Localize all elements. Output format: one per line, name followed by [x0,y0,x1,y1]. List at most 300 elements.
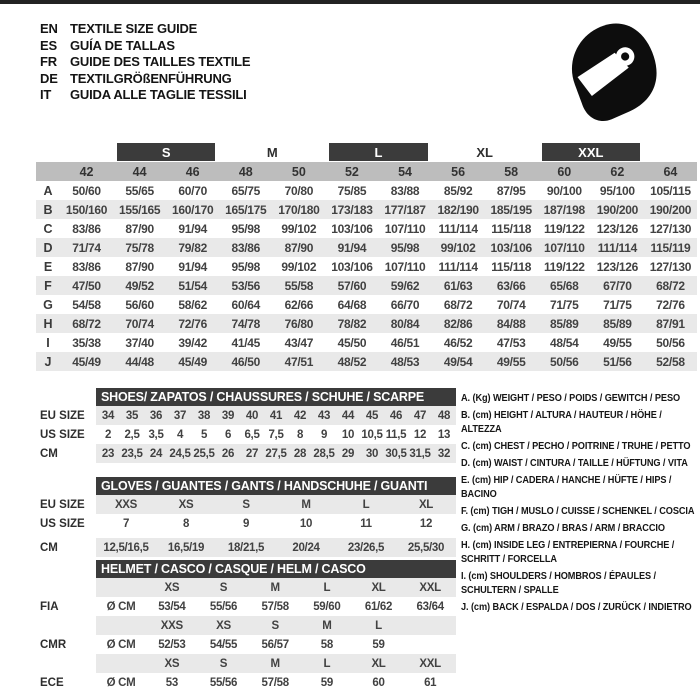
size-value-cell: 190/200 [596,202,638,217]
row-label: A [43,183,53,198]
size-value-cell: 49/55 [603,335,632,350]
size-value-cell: 45/49 [72,354,101,369]
size-value-cell: 85/92 [443,183,473,198]
size-value-cell: 47/50 [72,278,101,293]
value-cell: 30,5 [385,447,407,460]
value-cell: 24 [149,447,163,460]
size-value-cell: 127/130 [649,221,692,236]
value-cell: 34 [101,409,115,422]
helmet-size-row [40,616,456,635]
value-cell: 42 [293,409,307,422]
value-cell: 10 [299,517,313,530]
language-title: TEXTILGRÖßENFÜHRUNG [70,70,232,86]
value-cell: 16,5/19 [167,541,205,554]
size-value-cell: 71/75 [550,297,579,312]
size-value-cell: 87/95 [496,183,526,198]
legend-item: F. (cm) TIGH / MUSLO / CUISSE / SCHENKEL / COSCIA [461,505,695,517]
garment-size-table [36,142,697,371]
size-value-cell: 64/68 [337,297,367,312]
band-row-spacer [36,142,60,162]
value-cell: 28 [293,447,307,460]
helmet-size-cell: XL [371,581,386,594]
helmet-value-cell: 59 [320,676,333,689]
size-band-row [36,142,697,162]
helmet-size-cell: XXL [419,657,441,670]
row-values [96,673,456,692]
value-cell: 28,5 [313,447,335,460]
helmet-value-cell: 53/54 [158,600,186,613]
legend-item: B. (cm) HEIGHT / ALTURA / HAUTEUR / HÖHE / ALTEZZA [461,409,662,435]
value-cell: 27 [245,447,259,460]
size-value-cell: 35/38 [72,335,101,350]
helmet-value-cell: 57/58 [261,676,289,689]
size-value-cell: 43/47 [284,335,314,350]
value-cell: 40 [245,409,259,422]
size-value-cell: 83/86 [72,221,101,236]
size-value-cell: 103/106 [490,240,532,255]
size-value-cell: 95/98 [231,259,261,274]
size-value-cell: 85/89 [550,316,579,331]
size-value-cell: 72/76 [656,297,685,312]
size-value-cell: 173/183 [331,202,373,217]
size-value-cell: 82/86 [443,316,473,331]
gloves-table-rows [40,495,456,557]
value-cell: 7,5 [268,428,284,441]
row-values [96,597,456,616]
size-value-cell: 46/51 [390,335,420,350]
value-cell: 29 [341,447,355,460]
helmet-value-cell: 61/62 [364,600,393,613]
value-cell: 32 [437,447,451,460]
size-value-cell: 177/187 [384,202,426,217]
value-cell: 12 [413,428,427,441]
size-value-cell: 49/52 [125,278,154,293]
value-cell: 11,5 [385,428,407,441]
language-title: GUIDE DES TAILLES TEXTILE [70,54,251,69]
size-value-cell: 119/122 [543,221,585,236]
size-column-header: 64 [663,164,678,179]
size-value-cell: 84/88 [496,316,526,331]
language-row [40,71,250,88]
diameter-unit-cell: Ø CM [106,600,136,613]
helmet-value-cell: 63/64 [416,600,444,613]
helmet-size-row [40,578,456,597]
row-label: F [44,278,52,293]
size-value-cell: 111/114 [438,259,478,274]
shoes-table-title: SHOES/ ZAPATOS / CHAUSSURES / SCHUHE / SCARPE [96,388,456,406]
size-value-cell: 60/70 [178,183,207,198]
size-value-cell: 83/88 [390,183,420,198]
shoes-table [40,388,456,463]
size-value-cell: 90/100 [546,183,582,198]
language-row [40,21,250,38]
helmet-table-rows [40,578,456,692]
size-value-cell: 63/66 [496,278,526,293]
size-table-row [36,314,697,333]
helmet-size-cell: S [271,619,279,632]
size-value-cell: 107/110 [384,259,426,274]
legend-item: I. (cm) SHOULDERS / HOMBROS / ÉPAULES / SCHULTERN / SPALLE [461,570,657,596]
value-cell: 4 [176,428,184,441]
size-value-cell: 74/78 [231,316,261,331]
language-code: FR [40,54,57,69]
size-value-cell: 48/54 [550,335,579,350]
language-code: ES [40,37,57,53]
gloves-table-title: GLOVES / GUANTES / GANTS / HANDSCHUHE / GUANTI [96,477,456,495]
size-column-header: 62 [610,164,625,179]
helmet-svg [558,16,676,128]
value-cell: 9 [320,428,328,441]
value-cell: 13 [437,428,451,441]
value-cell: 9 [242,517,250,530]
measure-row [40,538,456,557]
language-list [40,21,250,104]
size-value-cell: 71/75 [603,297,632,312]
row-values [96,635,456,654]
helmet-value-cell: 52/53 [158,638,186,651]
row-values [96,578,456,597]
size-value-cell: 75/85 [337,183,367,198]
size-column-header-row [36,162,697,181]
helmet-value-cell: 55/56 [209,600,238,613]
standard-label: FIA [40,600,59,613]
language-title: TEXTILE SIZE GUIDE [70,21,198,36]
value-cell: 25,5/30 [407,541,445,554]
row-values [96,538,456,557]
size-value-cell: 76/80 [284,316,314,331]
size-value-cell: 80/84 [390,316,420,331]
row-values [96,495,456,514]
size-value-cell: 123/126 [596,221,638,236]
size-value-cell: 170/180 [278,202,320,217]
size-value-cell: 75/78 [125,240,154,255]
racing-helmet-icon [558,16,676,128]
size-value-cell: 115/118 [491,221,532,236]
helmet-value-cell: 54/55 [209,638,238,651]
size-column-header: 42 [79,164,94,179]
helmet-size-cell: L [375,619,382,632]
value-cell: 20/24 [292,541,320,554]
size-value-cell: 49/54 [443,354,473,369]
size-value-cell: 83/86 [72,259,101,274]
size-value-cell: 150/160 [65,202,108,217]
size-value-cell: 87/90 [125,259,154,274]
value-cell: 23 [101,447,115,460]
row-values [96,616,456,635]
language-row [40,87,250,104]
helmet-size-cell: XS [216,619,231,632]
row-label: US SIZE [40,428,85,441]
helmet-value-cell: 59 [372,638,385,651]
helmet-size-cell [404,616,456,635]
size-value-cell: 165/175 [225,202,267,217]
size-value-cell: 87/90 [284,240,314,255]
size-table-row [36,238,697,257]
value-cell: 47 [413,409,427,422]
row-label: CM [40,541,58,554]
top-border [0,0,700,4]
row-label: C [43,221,53,236]
size-value-cell: 68/72 [72,316,101,331]
unit-cell-empty [96,654,146,673]
standard-label: CMR [40,638,67,651]
value-cell: 8 [296,428,304,441]
diameter-unit-cell: Ø CM [106,676,136,689]
row-label: B [43,202,53,217]
size-value-cell: 61/63 [443,278,473,293]
size-table-row [36,352,697,371]
size-value-cell: 66/70 [390,297,420,312]
size-value-cell: 41/45 [231,335,261,350]
size-value-cell: 51/54 [178,278,207,293]
size-value-cell: 87/91 [656,316,685,331]
diameter-unit-cell: Ø CM [106,638,136,651]
size-value-cell: 52/58 [656,354,685,369]
helmet-size-cell: XXL [419,581,441,594]
size-value-cell: 70/80 [284,183,314,198]
gloves-table [40,477,456,557]
value-cell: 8 [182,517,190,530]
value-cell: 3,5 [148,428,164,441]
size-table-row [36,276,697,295]
value-cell: 6,5 [244,428,260,441]
row-label: D [43,240,53,255]
helmet-value-cell: 53 [165,676,178,689]
size-value-cell: 55/65 [125,183,154,198]
helmet-value-cell: 60 [372,676,385,689]
measure-row [40,444,456,463]
helmet-size-cell: M [322,619,332,632]
size-value-cell: 37/40 [125,335,154,350]
helmet-value-cell: 56/57 [261,638,289,651]
value-cell: 26 [221,447,235,460]
size-value-cell: 50/56 [550,354,579,369]
size-value-cell: 99/102 [281,221,317,236]
row-values [96,444,456,463]
helmet-value-row [40,673,456,692]
value-cell: 2,5 [124,428,140,441]
value-cell: 30 [365,447,379,460]
size-table-row [36,181,697,200]
helmet-size-cell: M [270,657,280,670]
legend-item: C. (cm) CHEST / PECHO / POITRINE / TRUHE / PETTO [461,440,691,452]
row-label: EU SIZE [40,409,85,422]
size-value-cell: 67/70 [603,278,632,293]
size-value-cell: 99/102 [440,240,476,255]
size-value-cell: 39/42 [178,335,207,350]
size-value-cell: 48/53 [390,354,420,369]
value-cell: 44 [341,409,355,422]
value-cell: XL [418,498,434,511]
helmet-table-title: HELMET / CASCO / CASQUE / HELM / CASCO [96,560,456,578]
size-table-row [36,333,697,352]
helmet-size-cell: S [219,657,228,670]
size-value-cell: 68/72 [656,278,685,293]
size-value-cell: 70/74 [125,316,154,331]
size-value-cell: 107/110 [543,240,585,255]
value-cell: 12,5/16,5 [103,541,149,554]
row-label: EU SIZE [40,498,85,511]
size-value-cell: 60/64 [231,297,261,312]
size-value-cell: 65/68 [550,278,579,293]
value-cell: 37 [173,409,187,422]
size-column-header: 58 [504,164,519,179]
size-value-cell: 58/62 [178,297,207,312]
measure-row [40,406,456,425]
value-cell: 27,5 [265,447,287,460]
language-code: IT [40,87,52,102]
value-cell: 31,5 [409,447,431,460]
size-column-header: 56 [451,164,466,179]
size-band-xl: XL [476,144,493,160]
value-cell: 5 [200,428,208,441]
size-column-header: 44 [132,164,147,179]
size-value-cell: 68/72 [443,297,473,312]
language-title: GUÍA DE TALLAS [70,37,175,53]
legend-item: J. (cm) BACK / ESPALDA / DOS / ZURÜCK / INDIETRO [461,601,692,613]
size-column-header: 60 [557,164,572,179]
size-value-cell: 54/58 [72,297,101,312]
size-value-cell: 123/126 [596,259,638,274]
measure-row [40,425,456,444]
value-cell: 25,5 [193,447,215,460]
size-value-cell: 155/165 [118,202,161,217]
row-label-empty [40,654,96,673]
helmet-value-cell: 57/58 [261,600,289,613]
size-table-row [36,200,697,219]
label-column-spacer [40,388,96,406]
helmet-value-cell [404,635,456,654]
row-values [96,654,456,673]
language-title: GUIDA ALLE TAGLIE TESSILI [70,87,247,102]
size-value-cell: 44/48 [125,354,154,369]
value-cell: 11 [360,517,372,530]
size-value-cell: 160/170 [172,202,214,217]
value-cell: 23,5 [121,447,143,460]
size-value-cell: 107/110 [384,221,426,236]
language-code: DE [40,70,58,86]
size-column-header: 52 [344,164,359,179]
size-value-cell: 71/74 [72,240,101,255]
size-value-cell: 62/66 [284,297,314,312]
size-value-cell: 70/74 [496,297,526,312]
row-label: I [46,335,50,350]
size-value-cell: 103/106 [331,259,373,274]
language-row [40,54,250,71]
helmet-size-cell: XXS [160,619,183,632]
size-value-cell: 111/114 [597,240,638,255]
measurement-legend [461,391,697,617]
size-table-body [36,181,697,371]
value-cell: 35 [125,409,139,422]
row-label: E [43,259,53,274]
size-value-cell: 111/114 [438,221,478,236]
size-value-cell: 48/52 [337,354,367,369]
size-value-cell: 59/62 [390,278,420,293]
size-value-cell: 95/98 [231,221,261,236]
helmet-size-cell: XS [164,581,180,594]
size-value-cell: 50/60 [72,183,101,198]
helmet-size-cell: XL [371,657,386,670]
helmet-size-cell: L [323,657,331,670]
size-value-cell: 115/118 [491,259,532,274]
size-column-header: 46 [185,164,200,179]
size-value-cell: 56/60 [125,297,154,312]
legend-item: D. (cm) WAIST / CINTURA / TAILLE / HÜFTUNG / VITA [461,457,688,469]
size-band-l: L [329,143,427,161]
helmet-value-cell: 58 [320,638,333,651]
helmet-value-cell: 61 [424,676,437,689]
label-column-spacer [40,560,96,578]
value-cell: 10 [341,428,355,441]
size-value-cell: 72/76 [178,316,207,331]
size-value-cell: 50/56 [656,335,685,350]
size-value-cell: 47/53 [496,335,526,350]
value-cell: 46 [389,409,403,422]
size-value-cell: 103/106 [331,221,373,236]
row-label-empty [40,578,96,597]
helmet-size-cell: S [219,581,228,594]
value-cell: 10,5 [361,428,383,441]
value-cell: 38 [197,409,211,422]
value-cell: XS [178,498,194,511]
legend-item: G. (cm) ARM / BRAZO / BRAS / ARM / BRACCIO [461,522,665,534]
size-value-cell: 91/94 [178,221,207,236]
size-value-cell: 190/200 [649,202,692,217]
value-cell: 41 [269,409,283,422]
value-cell: M [301,498,311,511]
measure-row [40,495,456,514]
language-row [40,38,250,55]
value-cell: S [242,498,250,511]
shoes-table-rows [40,406,456,463]
size-value-cell: 127/130 [649,259,692,274]
column-header-spacer [36,162,60,181]
size-value-cell: 53/56 [231,278,261,293]
size-value-cell: 47/51 [284,354,314,369]
size-value-cell: 91/94 [178,259,207,274]
row-values [96,514,456,533]
size-value-cell: 182/190 [437,202,479,217]
size-value-cell: 119/122 [543,259,585,274]
value-cell: 24,5 [169,447,191,460]
value-cell: 36 [149,409,163,422]
row-label-empty [40,616,96,635]
size-value-cell: 49/55 [496,354,526,369]
label-column-spacer [40,477,96,495]
unit-cell-empty [96,578,146,597]
size-column-header: 50 [291,164,306,179]
size-column-header: 54 [398,164,412,179]
helmet-size-cell: L [323,581,331,594]
language-code: EN [40,21,58,36]
size-value-cell: 115/119 [650,240,691,255]
size-band-m: M [266,144,278,160]
row-label: G [43,297,53,312]
size-value-cell: 85/89 [603,316,632,331]
size-value-cell: 46/50 [231,354,261,369]
legend-item: A. (Kg) WEIGHT / PESO / POIDS / GEWITCH / PESO [461,392,681,404]
row-values [96,425,456,444]
value-cell: 48 [437,409,451,422]
helmet-value-cell: 59/60 [313,600,341,613]
helmet-value-row [40,597,456,616]
size-column-header: 48 [238,164,253,179]
value-cell: 12 [419,517,433,530]
size-value-cell: 95/100 [599,183,635,198]
size-value-cell: 95/98 [390,240,420,255]
row-label: US SIZE [40,517,85,530]
